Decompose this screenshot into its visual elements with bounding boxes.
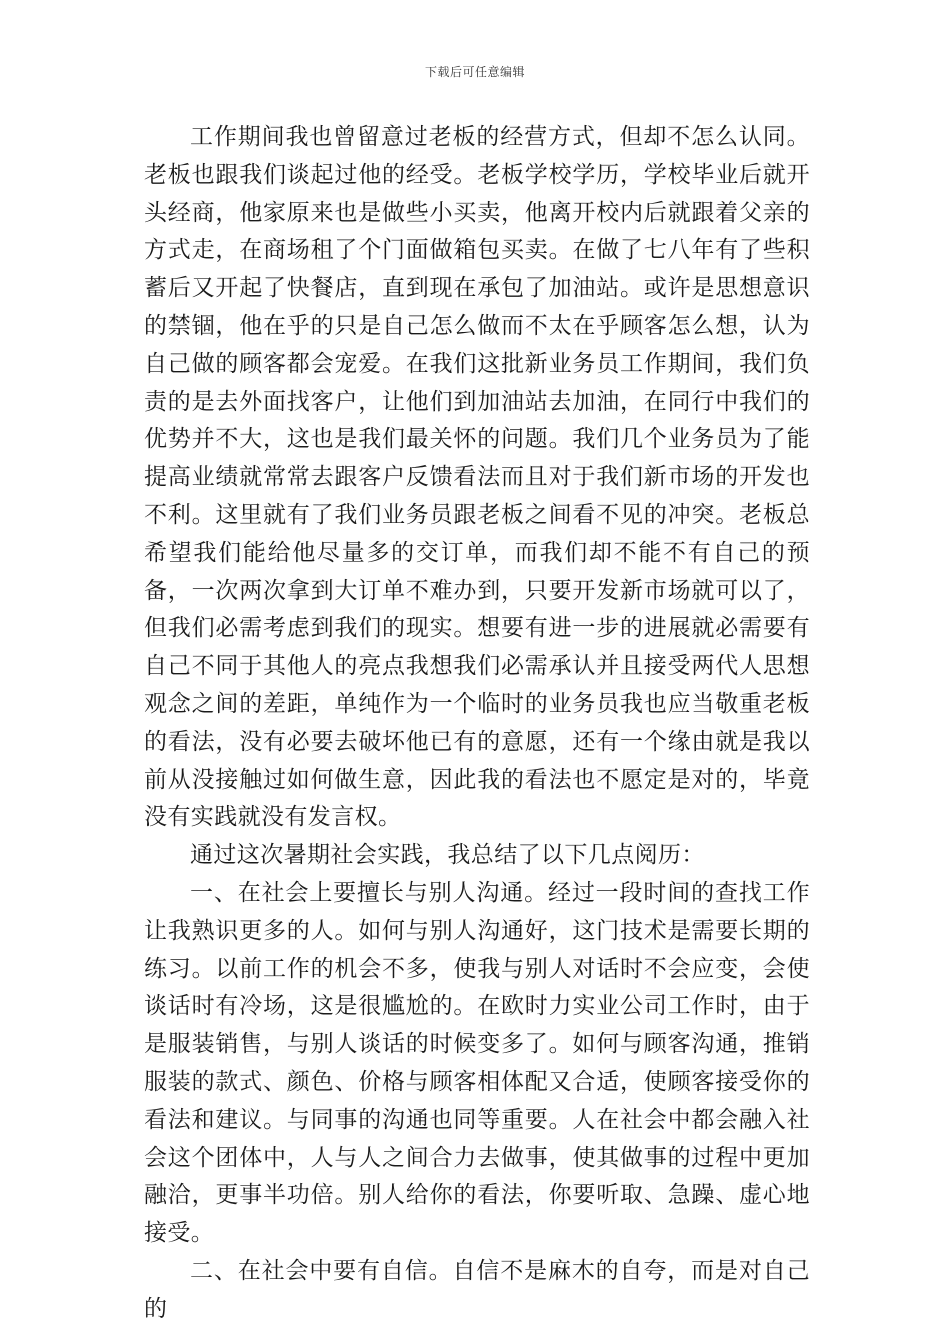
paragraph-summary-intro: 通过这次暑期社会实践，我总结了以下几点阅历： bbox=[190, 842, 705, 869]
paragraph-point-two-confidence: 二、在社会中要有自信。自信不是麻木的自夸，而是对自己的 bbox=[144, 1257, 810, 1322]
paragraph-point-one-communication: 一、在社会上要擅长与别人沟通。经过一段时间的查找工作让我熟识更多的人。如何与别人沟通好，这门技术是需要长期的练习。以前工作的机会不多，使我与别人对话时不会应变，会使谈话时有冷场，这是很尴尬的。在欧时力实业公司工作时，由于是服装销售，与别人谈话的时候变多了。如何与顾客沟通，推销服装的款式、颜色、价格与顾客相体配又合适，使顾客接受你的看法和建议。与同事的沟通也同等重要。人在社会中都会融入社会这个团体中，人与人之间合力去做事，使其做事的过程中更加融洽，更事半功倍。别人给你的看法，你要听取、急躁、虚心地接受。 bbox=[144, 879, 810, 1247]
page-header: 下载后可任意编辑 bbox=[424, 65, 525, 79]
document-body bbox=[144, 119, 810, 1329]
paragraph-boss-management: 工作期间我也曾留意过老板的经营方式，但却不怎么认同。老板也跟我们谈起过他的经受。老板学校学历，学校毕业后就开头经商，他家原来也是做些小买卖，他离开校内后就跟着父亲的方式走，在商场租了个门面做箱包买卖。在做了七八年有了些积蓄后又开起了快餐店，直到现在承包了加油站。或许是思想意识的禁锢，他在乎的只是自己怎么做而不太在乎顾客怎么想，认为自己做的顾客都会宠爱。在我们这批新业务员工作期间，我们负责的是去外面找客户，让他们到加油站去加油，在同行中我们的优势并不大，这也是我们最关怀的问题。我们几个业务员为了能提高业绩就常常去跟客户反馈看法而且对于我们新市场的开发也不利。这里就有了我们业务员跟老板之间看不见的冲突。老板总希望我们能给他尽量多的交订单，而我们却不能不有自己的预备，一次两次拿到大订单不难办到，只要开发新市场就可以了，但我们必需考虑到我们的现实。想要有进一步的进展就必需要有自己不同于其他人的亮点我想我们必需承认并且接受两代人思想观念之间的差距，单纯作为一个临时的业务员我也应当敬重老板的看法，没有必要去破坏他已有的意愿，还有一个缘由就是我以前从没接触过如何做生意，因此我的看法也不愿定是对的，毕竟没有实践就没有发言权。 bbox=[144, 124, 810, 831]
